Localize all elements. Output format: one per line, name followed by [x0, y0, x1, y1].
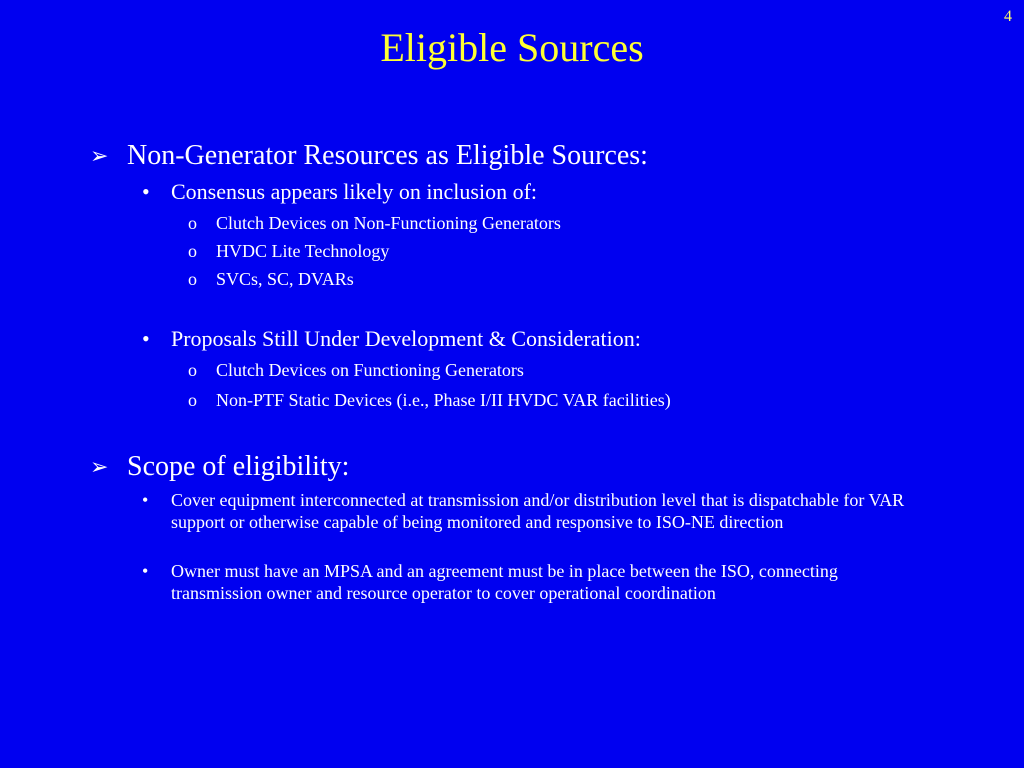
sub-bullet-text: Non-PTF Static Devices (i.e., Phase I/II HVDC VAR facilities)	[216, 390, 671, 410]
bullet-row	[90, 326, 960, 352]
sub-bullet-row	[90, 359, 960, 381]
sub-bullet-text: Clutch Devices on Functioning Generators	[216, 360, 524, 380]
circle-bullet-icon: o	[188, 269, 197, 289]
arrow-bullet-icon: ➢	[90, 143, 109, 168]
list-item	[90, 489, 920, 533]
circle-bullet-icon: o	[188, 360, 197, 380]
bullet-text: Owner must have an MPSA and an agreement must be in place between the ISO, connecting transmission owner and resource operator to cover operational coordination	[171, 561, 838, 603]
list-item	[90, 359, 960, 381]
sub-bullet-row	[90, 268, 960, 290]
section-heading-text: Non-Generator Resources as Eligible Sources:	[127, 140, 648, 171]
bullet-proposals	[90, 326, 960, 352]
bullet-dot-icon: •	[142, 561, 149, 581]
slide-title: Eligible Sources	[380, 25, 644, 70]
sub-bullet-text: HVDC Lite Technology	[216, 241, 390, 261]
section-non-generator-resources	[90, 140, 960, 172]
bullet-row	[90, 179, 960, 205]
section-heading-text: Scope of eligibility:	[127, 451, 350, 482]
bullet-text: Cover equipment interconnected at transmission and/or distribution level that is dispatchable for VAR support or otherwise capable of being monitored and responsive to ISO-NE direction	[171, 490, 905, 532]
section-heading	[90, 451, 960, 483]
section-scope-of-eligibility	[90, 451, 960, 483]
bullet-dot-icon: •	[142, 326, 150, 351]
bullet-text: Consensus appears likely on inclusion of:	[171, 179, 538, 204]
bullet-consensus	[90, 179, 960, 205]
sub-bullet-row	[90, 389, 960, 411]
bullet-text: Proposals Still Under Development & Consideration:	[171, 326, 641, 351]
bullet-row	[90, 560, 920, 604]
list-item	[90, 560, 920, 604]
bullet-dot-icon: •	[142, 490, 149, 510]
list-item	[90, 268, 960, 290]
sub-bullet-row	[90, 212, 960, 234]
circle-bullet-icon: o	[188, 213, 197, 233]
sub-bullet-text: Clutch Devices on Non-Functioning Generators	[216, 213, 561, 233]
list-item	[90, 240, 960, 262]
slide-number: 4	[1004, 8, 1012, 25]
bullet-dot-icon: •	[142, 179, 150, 204]
list-item	[90, 212, 960, 234]
arrow-bullet-icon: ➢	[90, 454, 109, 479]
sub-bullet-text: SVCs, SC, DVARs	[216, 269, 354, 289]
bullet-row	[90, 489, 920, 533]
sub-bullet-row	[90, 240, 960, 262]
list-item	[90, 389, 960, 411]
section-heading	[90, 140, 960, 172]
circle-bullet-icon: o	[188, 241, 197, 261]
circle-bullet-icon: o	[188, 390, 197, 410]
